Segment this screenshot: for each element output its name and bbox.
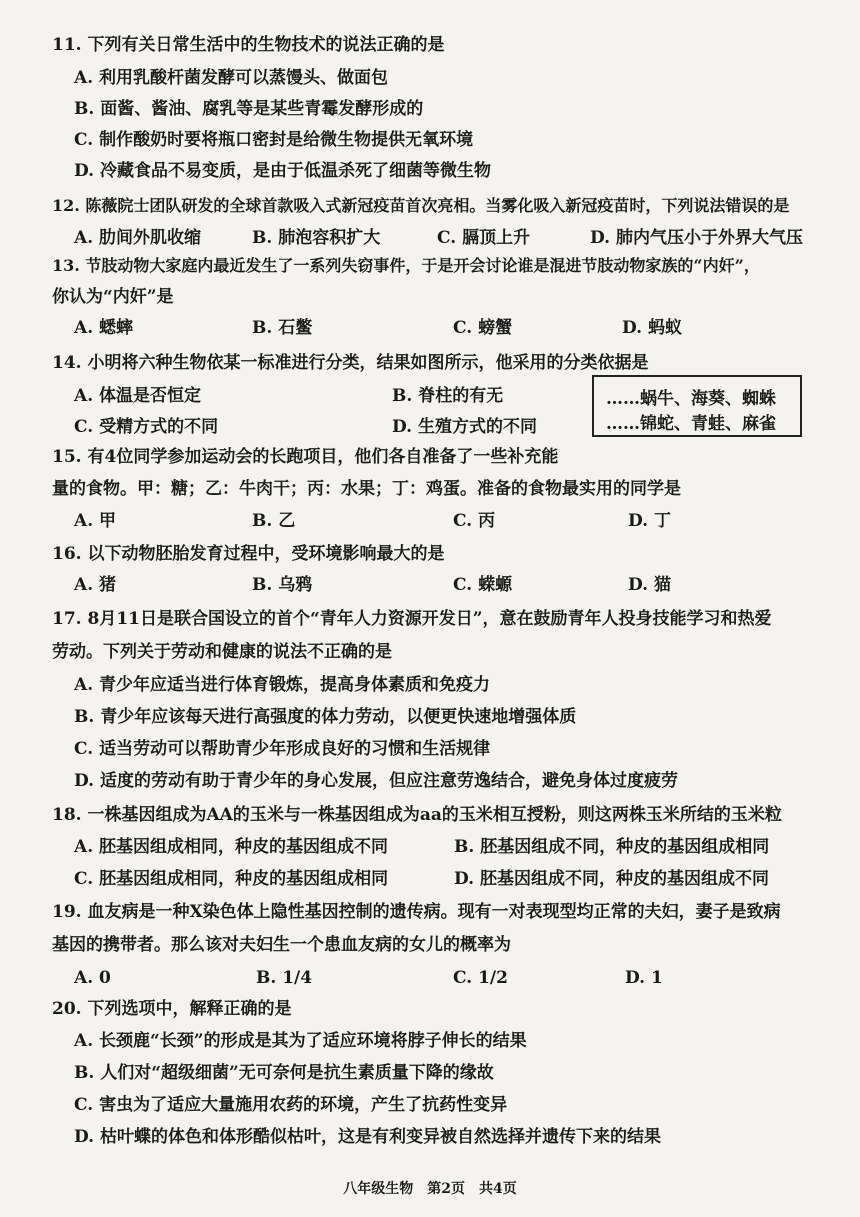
question-11-stem: 11. 下列有关日常生活中的生物技术的说法正确的是 [52, 35, 445, 55]
question-19-stem-line-2: 基因的携带者。那么该对夫妇生一个患血友病的女儿的概率为 [52, 935, 511, 955]
question-16-option-a: A. 猪 [74, 575, 117, 595]
question-13-option-d: D. 蚂蚁 [622, 318, 682, 338]
question-16-option-c: C. 蝾螈 [453, 575, 513, 595]
question-18-option-a: A. 胚基因组成相同，种皮的基因组成不同 [74, 837, 389, 857]
question-13-stem-line-1: 13. 节肢动物大家庭内最近发生了一系列失窃事件，于是开会讨论谁是混进节肢动物家族的“内奸”， [52, 256, 760, 275]
question-17-stem-line-2: 劳动。下列关于劳动和健康的说法不正确的是 [52, 642, 392, 662]
question-19-option-d: D. 1 [625, 968, 663, 988]
question-18-stem: 18. 一株基因组成为AA的玉米与一株基因组成为aa的玉米相互授粉，则这两株玉米所结的玉米粒 [52, 805, 782, 825]
question-20-stem: 20. 下列选项中，解释正确的是 [52, 999, 292, 1019]
question-13-option-b: B. 石鳖 [252, 318, 313, 338]
question-15-option-c: C. 丙 [453, 511, 496, 531]
question-14-option-b: B. 脊柱的有无 [392, 386, 504, 406]
question-15-option-b: B. 乙 [252, 511, 296, 531]
question-11-option-c: C. 制作酸奶时要将瓶口密封是给微生物提供无氧环境 [74, 130, 474, 150]
question-11-option-b: B. 面酱、酱油、腐乳等是某些青霉发酵形成的 [74, 99, 424, 119]
question-17-option-c: C. 适当劳动可以帮助青少年形成良好的习惯和生活规律 [74, 739, 491, 759]
question-19-option-c: C. 1/2 [453, 968, 508, 988]
classification-group-2: ……锦蛇、青蛙、麻雀 [606, 414, 776, 434]
classification-diagram-box [592, 375, 802, 437]
question-14-stem: 14. 小明将六种生物依某一标准进行分类，结果如图所示，他采用的分类依据是 [52, 353, 649, 373]
question-17-option-a: A. 青少年应适当进行体育锻炼，提高身体素质和免疫力 [74, 675, 491, 695]
question-17-stem-line-1: 17. 8月11日是联合国设立的首个“青年人力资源开发日”，意在鼓励青年人投身技能学习和热爱 [52, 609, 772, 629]
question-14-option-c: C. 受精方式的不同 [74, 417, 219, 437]
question-18-option-c: C. 胚基因组成相同，种皮的基因组成相同 [74, 869, 389, 889]
question-12-stem: 12. 陈薇院士团队研发的全球首款吸入式新冠疫苗首次亮相。当雾化吸入新冠疫苗时，下列说法错误的是 [52, 196, 790, 215]
question-20-option-a: A. 长颈鹿“长颈”的形成是其为了适应环境将脖子伸长的结果 [74, 1031, 527, 1051]
question-16-option-d: D. 猫 [628, 575, 671, 595]
question-19-stem-line-1: 19. 血友病是一种X染色体上隐性基因控制的遗传病。现有一对表现型均正常的夫妇，妻子是致病 [52, 902, 781, 922]
page-footer: 八年级生物 第2页 共4页 [343, 1181, 517, 1197]
question-11-option-a: A. 利用乳酸杆菌发酵可以蒸馒头、做面包 [74, 68, 389, 88]
question-17-option-b: B. 青少年应该每天进行高强度的体力劳动，以便更快速地增强体质 [74, 707, 577, 727]
question-13-option-c: C. 螃蟹 [453, 318, 513, 338]
question-19-option-b: B. 1/4 [256, 968, 313, 988]
question-16-stem: 16. 以下动物胚胎发育过程中，受环境影响最大的是 [52, 544, 445, 564]
question-15-option-d: D. 丁 [628, 511, 671, 531]
question-16-option-b: B. 乌鸦 [252, 575, 313, 595]
question-18-option-b: B. 胚基因组成不同，种皮的基因组成相同 [454, 837, 770, 857]
question-11-option-d: D. 冷藏食品不易变质，是由于低温杀死了细菌等微生物 [74, 161, 491, 181]
question-15-stem-line-2: 量的食物。甲：糖；乙：牛肉干；丙：水果；丁：鸡蛋。准备的食物最实用的同学是 [52, 479, 681, 499]
question-12-option-c: C. 膈顶上升 [437, 228, 531, 248]
question-17-option-d: D. 适度的劳动有助于青少年的身心发展，但应注意劳逸结合，避免身体过度疲劳 [74, 771, 678, 791]
question-14-option-a: A. 体温是否恒定 [74, 386, 202, 406]
question-14-option-d: D. 生殖方式的不同 [392, 417, 537, 437]
question-18-option-d: D. 胚基因组成不同，种皮的基因组成不同 [454, 869, 769, 889]
question-20-option-c: C. 害虫为了适应大量施用农药的环境，产生了抗药性变异 [74, 1095, 508, 1115]
question-13-option-a: A. 蟋蟀 [74, 318, 134, 338]
question-20-option-d: D. 枯叶蝶的体色和体形酷似枯叶，这是有利变异被自然选择并遗传下来的结果 [74, 1127, 661, 1147]
question-19-option-a: A. 0 [74, 968, 111, 988]
question-12-option-a: A. 肋间外肌收缩 [74, 228, 202, 248]
question-15-option-a: A. 甲 [74, 511, 117, 531]
classification-group-1: ……蜗牛、海葵、蜘蛛 [606, 389, 776, 409]
question-13-stem-line-2: 你认为“内奸”是 [52, 287, 174, 307]
question-15-stem-line-1: 15. 有4位同学参加运动会的长跑项目，他们各自准备了一些补充能 [52, 447, 559, 467]
question-12-option-d: D. 肺内气压小于外界大气压 [590, 228, 803, 248]
question-20-option-b: B. 人们对“超级细菌”无可奈何是抗生素质量下降的缘故 [74, 1063, 494, 1083]
question-12-option-b: B. 肺泡容积扩大 [252, 228, 381, 248]
